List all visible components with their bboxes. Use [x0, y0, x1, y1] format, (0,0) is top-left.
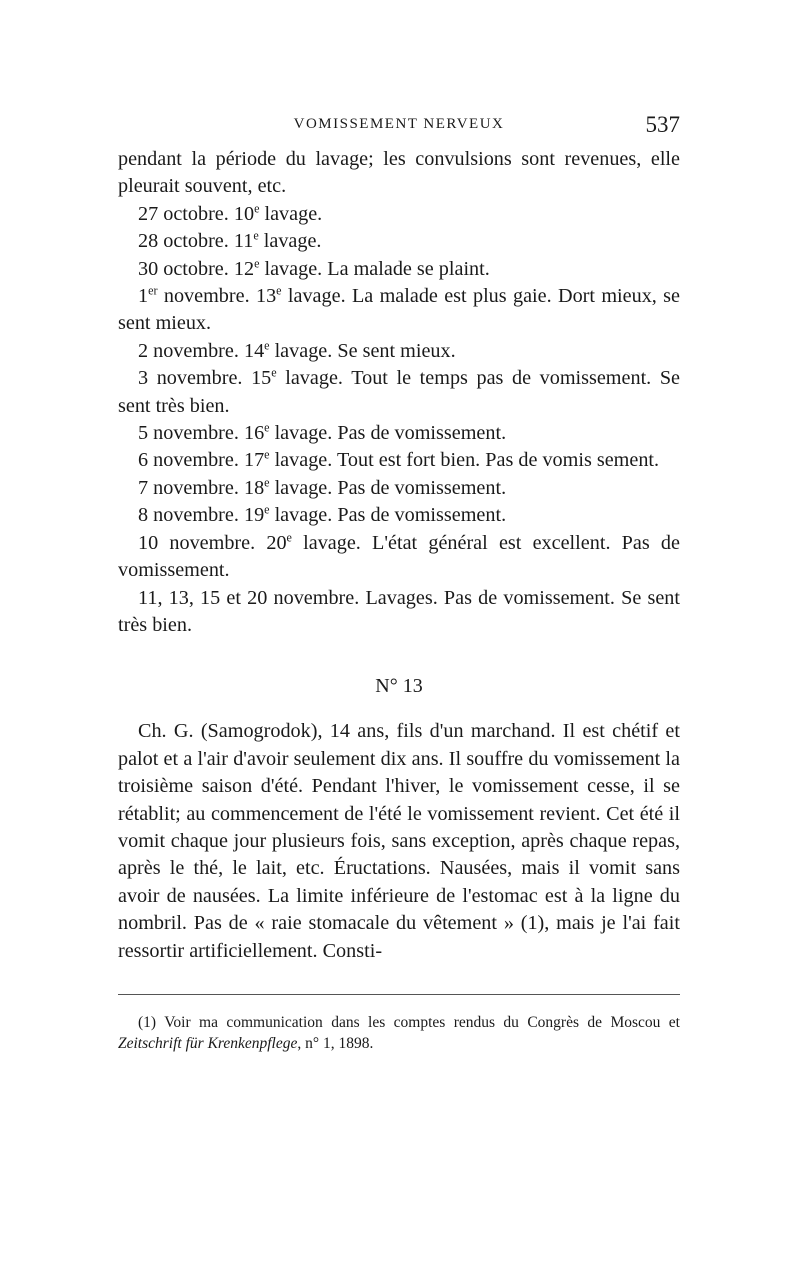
footnote-divider: [118, 994, 680, 995]
diary-entry: 6 novembre. 17e lavage. Tout est fort bien. Pas de vomis sement.: [138, 447, 660, 472]
running-head: [118, 112, 680, 146]
diary-entries: [118, 201, 680, 640]
diary-entry: 28 octobre. 11e lavage.: [138, 228, 322, 253]
footnote: [118, 1012, 680, 1054]
case-heading: N° 13: [375, 675, 423, 698]
diary-entry: 30 octobre. 12e lavage. La malade se plaint.: [138, 255, 490, 280]
diary-entry: 5 novembre. 16e lavage. Pas de vomissement.: [138, 420, 507, 445]
diary-entry: 1er novembre. 13e lavage. La malade est plus gaie. Dort mieux, se sent mieux.: [118, 283, 681, 335]
diary-entry: 10 novembre. 20e lavage. L'état général est excellent. Pas de vomissement.: [118, 529, 680, 582]
case-text: [118, 718, 680, 965]
diary-intro: pendant la période du lavage; les convulsions sont revenues, elle pleurait souvent, etc.: [118, 148, 680, 198]
body-text: [118, 146, 680, 965]
footnote-text: (1) Voir ma communication dans les comptes rendus du Congrès de Moscou et Zeitschrift für Krenkenpflege, n° 1, 1898.: [118, 1014, 680, 1052]
diary-entry: 3 novembre. 15e lavage. Tout le temps pas de vomissement. Se sent très bien.: [118, 365, 681, 417]
diary-entry: 27 octobre. 10e lavage.: [138, 201, 323, 225]
page-number: 537: [645, 112, 680, 137]
running-title: VOMISSEMENT NERVEUX: [293, 116, 505, 132]
diary-entry: 8 novembre. 19e lavage. Pas de vomissement.: [138, 502, 507, 527]
diary-entry: 7 novembre. 18e lavage. Pas de vomissement.: [138, 475, 507, 499]
journal-title: Zeitschrift für Krenkenpflege: [118, 1035, 298, 1052]
diary-entry: 2 novembre. 14e lavage. Se sent mieux.: [138, 338, 456, 362]
diary-entry: 11, 13, 15 et 20 novembre. Lavages. Pas de vomissement. Se sent très bien.: [118, 586, 680, 636]
case-paragraph: Ch. G. (Samogrodok), 14 ans, fils d'un marchand. Il est chétif et palot et a l'air d'avoir seulement dix ans. Il souffre du vomissement la troisième saison d'été. Pendant l'hiver, le vomissement cesse, il se rétablit; au commencement de l'été le vomissement revient. Cet été il vomit chaque jour plusieurs fois, sans exception, après chaque repas, après le thé, le lait, etc. Éructations. Nausées, mais il vomit sans avoir de nausées. La limite inférieure de l'estomac est à la ligne du nombril. Pas de « raie stomacale du vêtement » (1), mais je l'ai fait ressortir artificiellement. Consti-: [118, 720, 680, 962]
